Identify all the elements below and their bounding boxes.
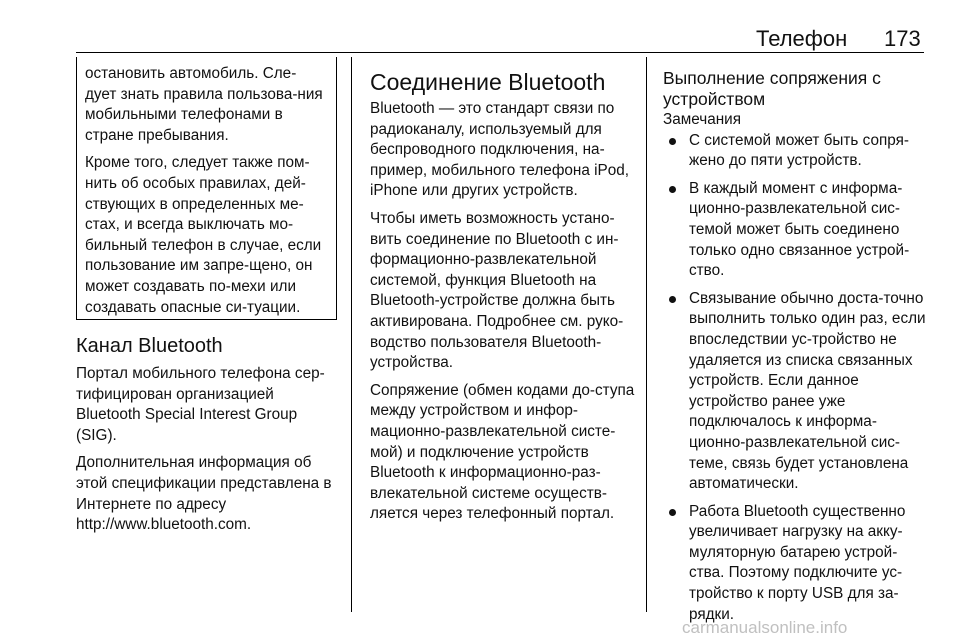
bullet-icon bbox=[669, 138, 676, 145]
paragraph: Сопряжение (обмен кодами до-ступа между устройством и инфор-мационно-развлекательной систе-мой) и подключение устройств Bluetooth к информационно-раз-влекательной системе осуществ-ляется через телефонный портал. bbox=[370, 381, 635, 523]
warning-box-continuation bbox=[76, 57, 337, 320]
list-item-text: С системой может быть сопря-жено до пяти устройств. bbox=[689, 131, 909, 170]
notes-title: Замечания bbox=[663, 111, 742, 128]
middle-column bbox=[370, 69, 636, 525]
paragraph: Портал мобильного телефона сер-тифицирован организацией Bluetooth Special Interest Group (SIG). bbox=[76, 365, 325, 444]
section-title-pairing: Выполнение сопряжения с устройством bbox=[663, 68, 881, 109]
box-paragraph: Кроме того, следует также пом-нить об особых правилах, дей-ствующих в определенных ме-стах, и всегда выключать мо-бильный телефон в случае, если пользование им запре-щено, он может создавать по-мехи или создавать опасные си-туации. bbox=[85, 154, 322, 316]
box-paragraph: остановить автомобиль. Сле-дует знать правила пользова-ния мобильными телефонами в стране пребывания. bbox=[85, 65, 323, 144]
bullet-icon bbox=[669, 296, 676, 303]
right-column bbox=[663, 68, 929, 625]
list-item bbox=[663, 179, 929, 282]
list-item-text: Работа Bluetooth существенно увеличивает нагрузку на акку-муляторную батарею устрой-ства. Поэтому подключите ус-тройство к порту USB для за-рядки. bbox=[689, 502, 906, 623]
bullet-icon bbox=[669, 186, 676, 193]
section-title-bluetooth-connection: Соединение Bluetooth bbox=[370, 69, 606, 95]
column-divider-right bbox=[646, 57, 647, 612]
bullet-icon bbox=[669, 509, 676, 516]
list-item bbox=[663, 131, 929, 172]
column-divider-left bbox=[351, 57, 352, 612]
paragraph: Bluetooth — это стандарт связи по радиоканалу, используемый для беспроводного подключения, на-пример, мобильного телефона iPod, iPhone или других устройств. bbox=[370, 100, 629, 200]
left-column-section bbox=[76, 334, 342, 536]
section-title-bluetooth-channel: Канал Bluetooth bbox=[76, 335, 223, 357]
list-item-text: Связывание обычно доста-точно выполнить только один раз, если впоследствии ус-тройство не удаляется из списка связанных устройств. Если данное устройство ранее уже подключалось к информа-ционно-развлекательной сис-теме, связь будет установлена автоматически. bbox=[689, 289, 926, 493]
paragraph: Дополнительная информация об этой спецификации представлена в Интернете по адресу http://www.bluetooth.com. bbox=[76, 454, 332, 534]
paragraph: Чтобы иметь возможность устано-вить соединение по Bluetooth с ин-формационно-развлекательной системой, функция Bluetooth на Bluetooth-устройстве должна быть активирована. Подробнее см. руко-водство пользователя Bluetooth-устройства. bbox=[370, 209, 624, 372]
notes-list bbox=[663, 131, 929, 626]
list-item bbox=[663, 502, 929, 626]
list-item-text: В каждый момент с информа-ционно-развлекательной сис-темой может быть соединено только одно связанное устрой-ство. bbox=[689, 179, 910, 280]
watermark: carmanualsonline.info bbox=[682, 618, 848, 637]
page-number: 173 bbox=[884, 26, 921, 51]
header-rule bbox=[76, 52, 924, 53]
list-item bbox=[663, 289, 929, 495]
page-header-title: Телефон bbox=[756, 26, 848, 51]
